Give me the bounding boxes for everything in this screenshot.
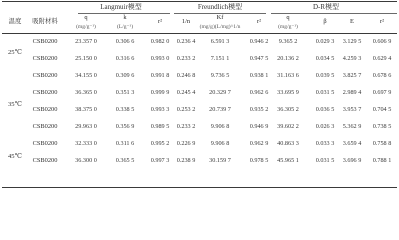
table-cell: 31.163 6 bbox=[277, 72, 299, 79]
table-cell: 0.233 2 bbox=[176, 123, 196, 130]
table-cell: 30.159 7 bbox=[209, 157, 231, 164]
table-cell: 9.736 5 bbox=[210, 72, 230, 79]
header-col-5: Kf bbox=[216, 14, 224, 21]
table-cell: 0.036 5 bbox=[315, 106, 335, 113]
table-cell: 0.238 9 bbox=[176, 157, 196, 164]
table-cell: 40.863 3 bbox=[277, 140, 299, 147]
header-col-10: r² bbox=[379, 18, 385, 25]
header-col-3: r² bbox=[157, 18, 163, 25]
table-cell: 4.259 3 bbox=[342, 55, 362, 62]
table-row-material: CSB0200 bbox=[32, 89, 58, 96]
table-cell: 32.333 0 bbox=[75, 140, 97, 147]
table-cell: 38.375 0 bbox=[75, 106, 97, 113]
table-cell: 0.935 2 bbox=[249, 106, 269, 113]
table-cell: 0.982 0 bbox=[150, 38, 170, 45]
table-cell: 25.150 0 bbox=[75, 55, 97, 62]
table-cell: 3.953 7 bbox=[342, 106, 362, 113]
table-cell: 0.029 3 bbox=[315, 38, 335, 45]
table-row-material: CSB0200 bbox=[32, 38, 58, 45]
table-cell: 3.129 5 bbox=[342, 38, 362, 45]
table-cell: 0.999 9 bbox=[150, 89, 170, 96]
table-cell: 0.226 9 bbox=[176, 140, 196, 147]
header-col-9: E bbox=[350, 18, 354, 25]
group-header-langmuir: Langmuir模型 bbox=[100, 3, 142, 11]
header-col-5-unit: (mg/g)(L/mg)^1/n bbox=[199, 24, 241, 30]
table-cell: 0.365 5 bbox=[115, 157, 135, 164]
table-cell: 0.758 8 bbox=[372, 140, 392, 147]
table-cell: 0.338 5 bbox=[115, 106, 135, 113]
table-cell: 0.991 8 bbox=[150, 72, 170, 79]
group-underline-dr bbox=[271, 13, 397, 14]
header-col-1: q bbox=[84, 14, 88, 21]
table-cell: 9.365 2 bbox=[278, 38, 298, 45]
table-cell: 9.906 8 bbox=[210, 123, 230, 130]
table-cell: 7.151 1 bbox=[210, 55, 230, 62]
table-row-material: CSB0200 bbox=[32, 140, 58, 147]
header-col-2: k bbox=[123, 14, 127, 21]
group-header-freundlich: Freundlich模型 bbox=[197, 3, 243, 11]
table-cell: 20.329 7 bbox=[209, 89, 231, 96]
header-col-2-unit: (L/g⁻¹) bbox=[116, 24, 134, 30]
temp-label-25: 25℃ bbox=[8, 49, 22, 56]
header-col-1-unit: (mg/g⁻¹) bbox=[76, 24, 96, 30]
table-cell: 0.697 9 bbox=[372, 89, 392, 96]
table-row-material: CSB0200 bbox=[32, 55, 58, 62]
table-cell: 0.606 9 bbox=[372, 38, 392, 45]
table-cell: 0.946 2 bbox=[249, 38, 269, 45]
table-cell: 3.696 9 bbox=[342, 157, 362, 164]
table-cell: 36.365 0 bbox=[75, 89, 97, 96]
table-cell: 45.965 1 bbox=[277, 157, 299, 164]
table-cell: 3.659 4 bbox=[342, 140, 362, 147]
table-cell: 20.739 7 bbox=[209, 106, 231, 113]
table-cell: 0.738 5 bbox=[372, 123, 392, 130]
table-row-material: CSB0200 bbox=[32, 106, 58, 113]
table-cell: 0.316 6 bbox=[115, 55, 135, 62]
table-row-material: CSB0200 bbox=[32, 72, 58, 79]
table-cell: 0.031 5 bbox=[315, 157, 335, 164]
table-cell: 6.591 3 bbox=[210, 38, 230, 45]
table-cell: 0.236 4 bbox=[176, 38, 196, 45]
table-cell: 0.311 6 bbox=[115, 140, 135, 147]
header-col-8: β bbox=[323, 18, 327, 25]
table-cell: 0.997 3 bbox=[150, 157, 170, 164]
table-cell: 0.993 0 bbox=[150, 55, 170, 62]
table-cell: 3.825 7 bbox=[342, 72, 362, 79]
table-cell: 29.963 0 bbox=[75, 123, 97, 130]
table-cell: 0.031 5 bbox=[315, 89, 335, 96]
table-cell: 0.788 1 bbox=[372, 157, 392, 164]
header-material: 吸附材料 bbox=[32, 18, 58, 25]
table-cell: 0.233 2 bbox=[176, 55, 196, 62]
table-cell: 0.253 2 bbox=[176, 106, 196, 113]
table-cell: 0.946 9 bbox=[249, 123, 269, 130]
header-temperature: 温度 bbox=[8, 18, 22, 25]
table-cell: 0.993 3 bbox=[150, 106, 170, 113]
header-col-6: r² bbox=[256, 18, 262, 25]
table-cell: 0.678 6 bbox=[372, 72, 392, 79]
table-cell: 0.962 9 bbox=[249, 140, 269, 147]
table-cell: 0.629 4 bbox=[372, 55, 392, 62]
table-cell: 9.906 8 bbox=[210, 140, 230, 147]
table-cell: 0.026 3 bbox=[315, 123, 335, 130]
header-bottom-rule bbox=[2, 33, 397, 34]
temp-label-45: 45℃ bbox=[8, 153, 22, 160]
table-cell: 0.989 5 bbox=[150, 123, 170, 130]
table-cell: 0.034 5 bbox=[315, 55, 335, 62]
table-cell: 0.245 4 bbox=[176, 89, 196, 96]
header-col-7-unit: (mg/g⁻¹) bbox=[278, 24, 298, 30]
table-cell: 20.136 2 bbox=[277, 55, 299, 62]
table-cell: 5.362 9 bbox=[342, 123, 362, 130]
table-cell: 0.947 5 bbox=[249, 55, 269, 62]
table-cell: 0.704 5 bbox=[372, 106, 392, 113]
table-row-material: CSB0200 bbox=[32, 157, 58, 164]
table-cell: 0.938 1 bbox=[249, 72, 269, 79]
table-cell: 36.305 2 bbox=[277, 106, 299, 113]
table-cell: 39.602 2 bbox=[277, 123, 299, 130]
table-cell: 0.351 3 bbox=[115, 89, 135, 96]
table-cell: 23.357 0 bbox=[75, 38, 97, 45]
table-cell: 0.246 8 bbox=[176, 72, 196, 79]
table-row-material: CSB0200 bbox=[32, 123, 58, 130]
table-cell: 0.039 5 bbox=[315, 72, 335, 79]
table-cell: 0.356 9 bbox=[115, 123, 135, 130]
table-cell: 0.978 5 bbox=[249, 157, 269, 164]
table-cell: 0.962 6 bbox=[249, 89, 269, 96]
table-cell: 0.306 6 bbox=[115, 38, 135, 45]
table-cell: 0.309 6 bbox=[115, 72, 135, 79]
table-cell: 0.033 3 bbox=[315, 140, 335, 147]
table-cell: 33.695 9 bbox=[277, 89, 299, 96]
table-bottom-rule bbox=[2, 187, 397, 188]
table-cell: 34.155 0 bbox=[75, 72, 97, 79]
header-col-4: 1/n bbox=[181, 18, 191, 25]
table-cell: 36.300 0 bbox=[75, 157, 97, 164]
table-cell: 2.989 4 bbox=[342, 89, 362, 96]
header-col-7: q bbox=[286, 14, 290, 21]
group-header-dr: D-R模型 bbox=[312, 3, 340, 11]
temp-label-35: 35℃ bbox=[8, 101, 22, 108]
table-cell: 0.995 2 bbox=[150, 140, 170, 147]
